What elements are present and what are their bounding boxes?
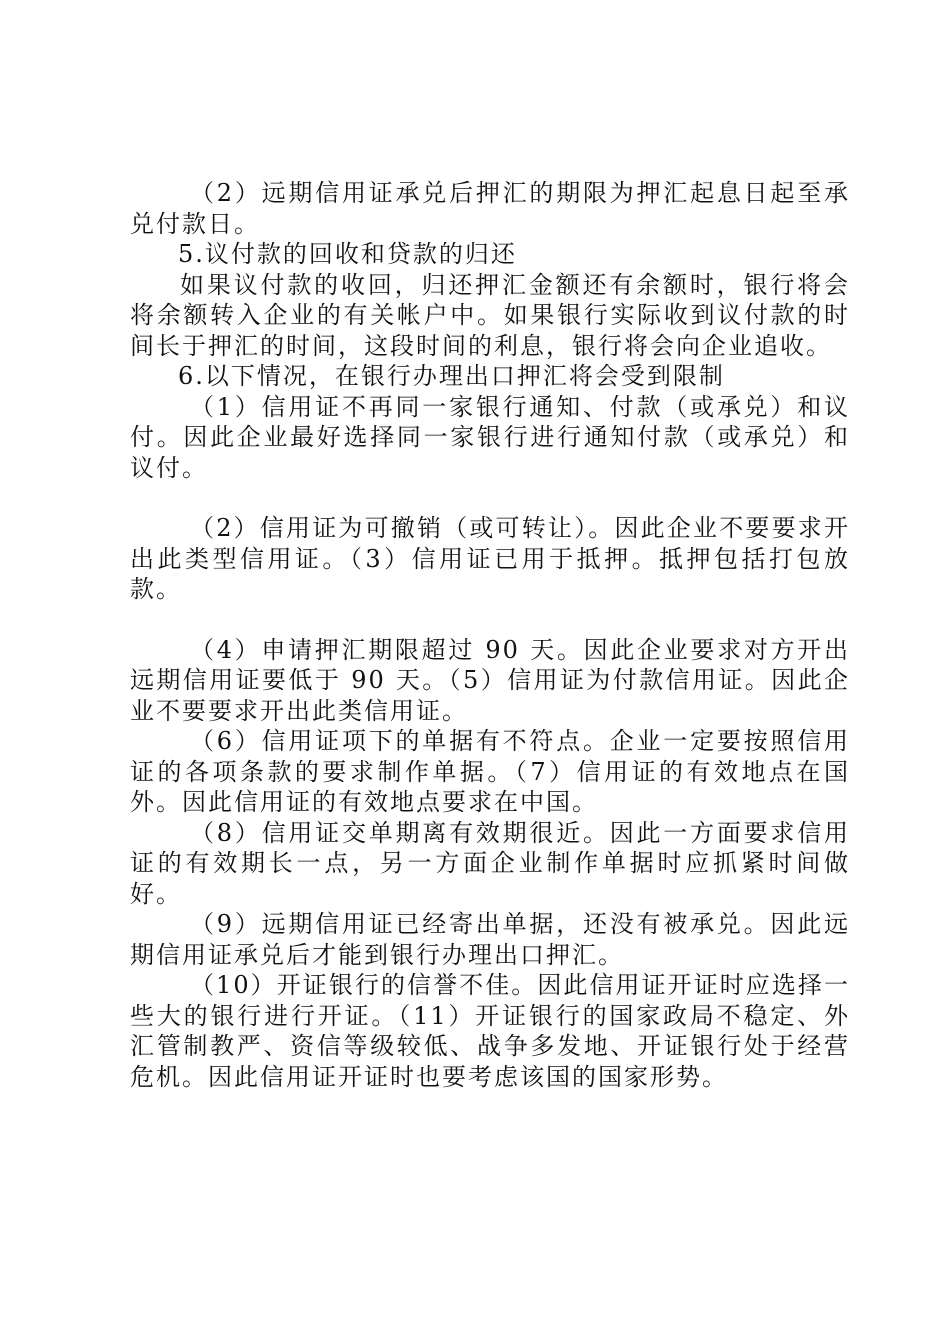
paragraph-6: （2）信用证为可撤销（或可转让）。因此企业不要要求开出此类型信用证。（3）信用证已用于抵押。抵押包括打包放款。 xyxy=(130,514,850,603)
paragraph-7: （4）申请押汇期限超过 90 天。因此企业要求对方开出远期信用证要低于 90 天。（5）信用证为付款信用证。因此企业不要要求开出此类信用证。 xyxy=(130,635,850,725)
paragraph-3: 如果议付款的收回，归还押汇金额还有余额时，银行将会将余额转入企业的有关帐户中。如果银行实际收到议付款的时间长于押汇的时间，这段时间的利息，银行将会向企业追收。 xyxy=(130,270,850,360)
paragraph-5: （1）信用证不再同一家银行通知、付款（或承兑）和议付。因此企业最好选择同一家银行进行通知付款（或承兑）和议付。 xyxy=(130,392,850,482)
document-body xyxy=(130,178,850,1092)
paragraph-9: （8）信用证交单期离有效期很近。因此一方面要求信用证的有效期长一点，另一方面企业制作单据时应抓紧时间做好。 xyxy=(130,818,850,908)
paragraph-8: （6）信用证项下的单据有不符点。企业一定要按照信用证的各项条款的要求制作单据。（7）信用证的有效地点在国外。因此信用证的有效地点要求在中国。 xyxy=(130,727,850,816)
paragraph-1: （2）远期信用证承兑后押汇的期限为押汇起息日起至承兑付款日。 xyxy=(130,179,850,238)
paragraph-11: （10）开证银行的信誉不佳。因此信用证开证时应选择一些大的银行进行开证。（11）开证银行的国家政局不稳定、外汇管制教严、资信等级较低、战争多发地、开证银行处于经营危机。因此信用证开证时也要考虑该国的国家形势。 xyxy=(130,971,850,1091)
heading-5: 5.议付款的回收和贷款的归还 xyxy=(178,240,517,268)
heading-6: 6.以下情况，在银行办理出口押汇将会受到限制 xyxy=(178,362,725,390)
paragraph-10: （9）远期信用证已经寄出单据，还没有被承兑。因此远期信用证承兑后才能到银行办理出口押汇。 xyxy=(130,910,850,969)
